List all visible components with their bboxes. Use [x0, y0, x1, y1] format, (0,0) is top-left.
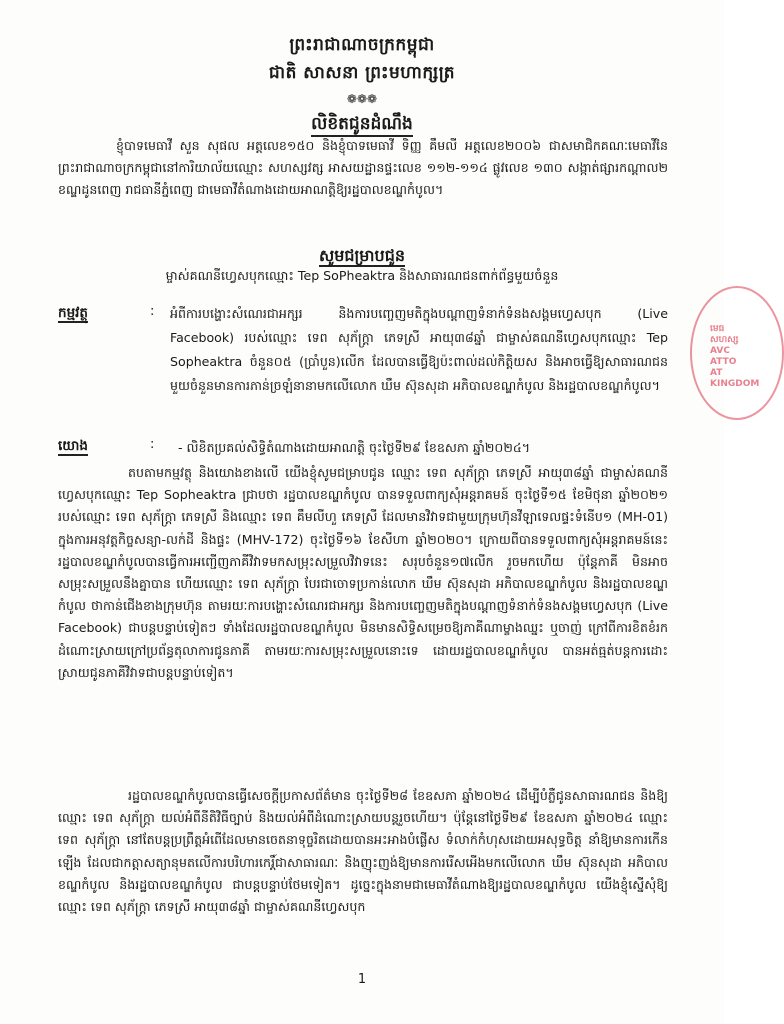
body-paragraph-2: រដ្ឋបាលខណ្ឌកំបូលបានធ្វើសេចក្តីប្រកាសព័ត៌មាន ចុះថ្ងៃទី២៨ ខែឧសភា ឆ្នាំ២០២៤ ដើម្បីបំភ្លឺជូនសាធារណជន និងឱ្យឈ្មោះ ទេព សុភ័ក្រ្តា យល់អំពីនីតិវិធីច្បាប់ និងយល់អំពីដំណោះស្រាយបន្តរួចហើយ។ ប៉ុន្តែនៅថ្ងៃទី២៩ ខែឧសភា ឆ្នាំ២០២៤ ឈ្មោះ ទេព សុភ័ក្រ្តា នៅតែបន្តប្រព្រឹត្តអំពើដែលមានចេតនាទុច្ចរិតដោយបានអះអាងបំផ្លើស ទំលាក់កំហុសដោយអសុទ្ធចិត្ត នាំឱ្យមានការកើនឡើង ដែលជាកត្តាសត្យានុមតលើការបរិហារកេរ្តិ៍ជាសាធារណៈ និងញុះញង់ឱ្យមានការរើសអើងមកលើលោក ឃឹម ស៊ុនសុដា អភិបាលខណ្ឌកំបូល និងរដ្ឋបាលខណ្ឌកំបូល ជាបន្តបន្ទាប់ថែមទៀត។ ដូច្នេះក្នុងនាមជាមេធាវីតំណាងឱ្យរដ្ឋបាលខណ្ឌកំបូល យើងខ្ញុំស្នើសុំឱ្យឈ្មោះ ទេព សុភ័ក្រ្តា ភេទស្រី អាយុ៣៨ឆ្នាំ ជាម្ចាស់គណនីហ្វេសបុក — [58, 788, 668, 915]
notice-title-text: សូមជម្រាបជូន — [318, 246, 405, 265]
reference-label — [58, 437, 88, 457]
red-seal-stamp — [690, 286, 784, 420]
stamp-line: សហស្ស — [710, 335, 739, 345]
notice-recipient: ម្ចាស់គណនីហ្វេសបុកឈ្មោះ Tep SoPheaktra និងសាធារណជនពាក់ព័ន្ធមួយចំនួន — [165, 268, 559, 283]
subject-label-text: កម្មវត្ថុ — [58, 305, 88, 321]
document-title-text: លិខិតជូនដំណឹង — [311, 114, 413, 137]
subject-text: អំពីការបង្ហោះសំណេរជាអក្សរ និងការបញ្ចេញមតិក្នុងបណ្ដាញទំនាក់ទំនងសង្គមហ្វេសបុក (Live Facebook) របស់ឈ្មោះ ទេព សុភ័ក្រ្តា ភេទស្រី អាយុ៣៨ឆ្នាំ ជាម្ចាស់គណនីហ្វេសបុកឈ្មោះ Tep Sopheaktra ចំនួន០៥ (ប្រាំបួន)លើក ដែលបានធ្វើឱ្យប៉ះពាល់ដល់កិត្តិយស និងអាចធ្វើឱ្យសាធារណជនមួយចំនួនមានការភាន់ច្រឡំនានាមកលើលោក ឃឹម ស៊ុនសុដា អភិបាលខណ្ឌកំបូល និងរដ្ឋបាលខណ្ឌកំបូល។ — [170, 306, 668, 393]
stamp-line: មេធ — [710, 324, 725, 334]
body-paragraph-1: តបតាមកម្មវត្ថុ និងយោងខាងលើ យើងខ្ញុំសូមជម្រាបជូន ឈ្មោះ ទេព សុភ័ក្រ្តា ភេទស្រី អាយុ៣៨ឆ្នាំ ជាម្ចាស់គណនីហ្វេសបុកឈ្មោះ Tep Sopheaktra ជ្រាបថា រដ្ឋបាលខណ្ឌកំបូល បានទទួលពាក្យសុំអន្តរាគមន៍ ចុះថ្ងៃទី១៥ ខែមិថុនា ឆ្នាំ២០២១ របស់ឈ្មោះ ទេព សុភ័ក្រ្តា ភេទស្រី និងឈ្មោះ ទេព គឹមលីហួ ភេទស្រី ដែលមានវិវាទជាមួយក្រុមហ៊ុនវីឡាទេលផ្ទះទំនើប១ (MH-01) ក្នុងការអនុវត្តកិច្ចសន្យា-លក់ដី និងផ្ទះ (MHV-172) ចុះថ្ងៃទី១៦ ខែសីហា ឆ្នាំ២០២០។ ក្រោយពីបានទទួលពាក្យសុំអន្តរាគមន៍នេះ រដ្ឋបាលខណ្ឌកំបូលបានធ្វើការអញ្ជើញភាគីវិវាទមកសម្រុះសម្រួលវិវាទនេះ សរុបចំនួន១៧លើក រួចមកហើយ ប៉ុន្តែភាគី មិនអាចសម្រុះសម្រួលនឹងគ្នាបាន ហើយឈ្មោះ ទេព សុភ័ក្រ្តា បែរជាចោទប្រកាន់លោក ឃឹម ស៊ុនសុដា អភិបាលខណ្ឌកំបូល និងរដ្ឋបាលខណ្ឌកំបូល ថាកាន់ជើងខាងក្រុមហ៊ុន តាមរយៈការបង្ហោះសំណេរជាអក្សរ និងការបញ្ចេញមតិក្នុងបណ្ដាញទំនាក់ទំនងសង្គមហ្វេសបុក (Live Facebook) ជាបន្តបន្ទាប់ទៀតៗ ទាំងដែលរដ្ឋបាលខណ្ឌកំបូល មិនមានសិទ្ធិសម្រេចឱ្យភាគីណាម្ខាងឈ្នះ ឬចាញ់ ក្រៅពីការខិតខំរកដំណោះស្រាយក្រៅប្រព័ន្ធតុលាការជូនភាគី តាមរយៈការសម្រុះសម្រួលនោះទេ ដោយរដ្ឋបាលខណ្ឌកំបូល បានអត់ធ្មត់បន្តការដោះស្រាយជូនភាគីវិវាទជាបន្តបន្ទាប់ទៀត។ — [58, 465, 668, 680]
page-number: 1 — [357, 972, 367, 987]
kingdom-heading: ព្រះរាជាណាចក្រកម្ពុជា — [289, 35, 435, 55]
reference-label-text: យោង — [58, 438, 88, 454]
notice-title — [0, 245, 724, 269]
stamp-line: AVC — [710, 346, 730, 356]
national-motto: ជាតិ សាសនា ព្រះមហាក្សត្រ — [268, 63, 456, 83]
ornament-divider: ❁❁❁ — [346, 92, 378, 106]
subject-colon: : — [150, 304, 155, 319]
stamp-line: ATTO — [710, 357, 737, 367]
stamp-lines — [710, 324, 759, 390]
stamp-line: AT — [710, 368, 723, 378]
intro-paragraph: ខ្ញុំបាទមេធាវី សួន សុផល អត្តលេខ១៥០ និងខ្ញុំបាទមេធាវី ទិញ្ញ គឹមលី អត្តលេខ២០០៦ ជាសមាជិកគណៈមេធាវីនៃព្រះរាជាណាចក្រកម្ពុជានៅការិយាល័យឈ្មោះ សហស្សវត្ស អាសយដ្ឋានផ្ទះលេខ ១១២-១១៤ ផ្លូវលេខ ១៣០ សង្កាត់ផ្សារកណ្ដាល២ ខណ្ឌដូនពេញ រាជធានីភ្នំពេញ ជាមេធាវីតំណាងដោយអាណត្តិឱ្យរដ្ឋបាលខណ្ឌកំបូល។ — [58, 138, 668, 198]
reference-colon: : — [150, 437, 155, 452]
reference-text: - លិខិតប្រគល់សិទ្ធិតំណាងដោយអាណត្តិ ចុះថ្ងៃទី២៩ ខែឧសភា ឆ្នាំ២០២៤។ — [178, 440, 531, 455]
stamp-line: KINGDOM — [710, 379, 760, 389]
subject-label — [58, 304, 88, 324]
